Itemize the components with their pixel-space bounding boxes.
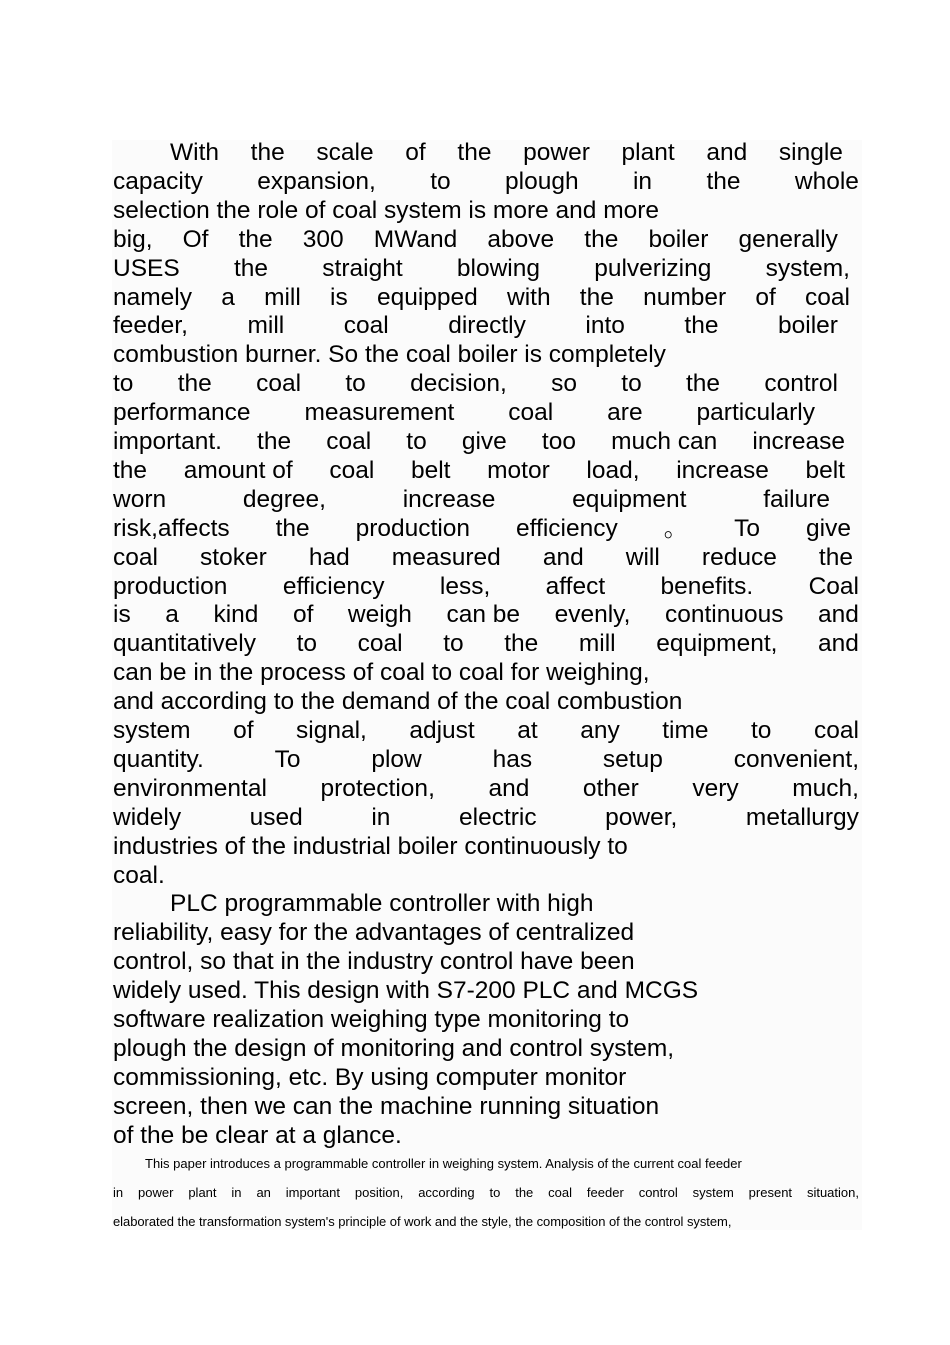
word: stoker xyxy=(200,543,267,571)
word: the xyxy=(233,254,269,282)
abstract-line-1: This paper introduces a programmable controller in weighing system. Analysis of the current coal feeder xyxy=(145,1156,742,1171)
word: straight xyxy=(322,254,403,282)
word: measured xyxy=(391,543,501,571)
word: quantity. xyxy=(113,745,204,773)
word: important xyxy=(285,1185,340,1200)
body-line: commissioning, etc. By using computer monitor xyxy=(113,1063,627,1091)
word: boiler xyxy=(648,225,709,253)
word: in xyxy=(231,1185,242,1200)
word: convenient, xyxy=(733,745,859,773)
body-line: industries of the industrial boiler continuously to xyxy=(113,832,628,860)
word: of xyxy=(233,717,254,744)
word: less, xyxy=(439,572,491,600)
word: control xyxy=(638,1185,678,1200)
word: coal xyxy=(805,283,850,311)
word: coal xyxy=(326,428,372,455)
body-line xyxy=(113,716,859,745)
word: benefits. xyxy=(660,572,754,600)
word: mill xyxy=(578,630,616,658)
body-line xyxy=(113,456,845,485)
word: failure xyxy=(763,485,830,513)
word: and xyxy=(706,139,748,166)
word: pulverizing xyxy=(594,254,712,282)
word: risk,affects xyxy=(113,514,230,542)
word: Coal xyxy=(808,572,859,600)
word: coal xyxy=(113,543,158,571)
body-line xyxy=(113,398,815,427)
word: any xyxy=(580,717,620,744)
body-line: and according to the demand of the coal combustion xyxy=(113,688,683,716)
word: plough xyxy=(505,167,579,195)
word: degree, xyxy=(242,485,326,513)
word: is xyxy=(113,601,131,629)
word: belt xyxy=(410,456,451,484)
word: setup xyxy=(602,745,663,773)
word: is xyxy=(330,283,348,311)
word: to xyxy=(443,630,464,658)
word: belt xyxy=(805,456,845,484)
body-line: selection the role of coal system is more and more xyxy=(113,196,660,224)
word: protection, xyxy=(320,774,435,802)
word: particularly xyxy=(696,399,815,427)
word: control xyxy=(764,370,838,398)
word: directly xyxy=(448,312,526,340)
word: system xyxy=(692,1185,734,1200)
body-line xyxy=(113,369,838,398)
body-line xyxy=(113,572,859,601)
word: and xyxy=(488,774,530,802)
word: and xyxy=(818,630,859,658)
word: of xyxy=(755,283,776,311)
word: time xyxy=(662,717,709,744)
body-line: PLC programmable controller with high xyxy=(170,890,594,918)
word: system, xyxy=(765,254,850,282)
body-line: of the be clear at a glance. xyxy=(113,1121,402,1149)
body-line xyxy=(113,283,850,312)
word: coal xyxy=(329,456,375,484)
word: efficiency xyxy=(516,514,618,542)
body-line xyxy=(113,311,838,340)
word: feeder, xyxy=(113,312,188,340)
word: the xyxy=(177,370,212,398)
abstract-line-2 xyxy=(113,1184,859,1202)
body-line xyxy=(113,167,859,196)
word: to xyxy=(751,717,772,744)
word: will xyxy=(625,543,660,571)
body-line: can be in the process of coal to coal for weighing, xyxy=(113,659,650,687)
word: system xyxy=(113,717,191,744)
word: boiler xyxy=(778,312,838,340)
word: whole xyxy=(794,167,859,195)
body-line xyxy=(113,254,850,283)
word: reduce xyxy=(701,543,777,571)
word: production xyxy=(355,514,471,542)
word: give xyxy=(461,428,507,455)
body-line xyxy=(113,543,853,572)
body-line xyxy=(170,138,843,167)
body-line: combustion burner. So the coal boiler is completely xyxy=(113,341,666,369)
word: an xyxy=(256,1185,271,1200)
word: coal xyxy=(357,630,403,658)
word: the xyxy=(457,139,492,166)
word: efficiency xyxy=(282,572,385,600)
word: plant xyxy=(188,1185,217,1200)
word: the xyxy=(504,630,539,658)
word: coal xyxy=(508,399,554,427)
word: 。 xyxy=(663,514,689,542)
word: the xyxy=(515,1185,534,1200)
word: into xyxy=(585,312,625,340)
body-line xyxy=(113,745,859,774)
word: the xyxy=(818,543,853,571)
word: the xyxy=(584,225,619,253)
word: evenly, xyxy=(554,601,631,629)
word: can be xyxy=(446,601,521,629)
word: position, xyxy=(354,1185,404,1200)
word: coal xyxy=(256,370,302,398)
body-line xyxy=(113,485,830,514)
word: kind xyxy=(213,601,259,629)
word: To xyxy=(274,745,301,773)
word: of xyxy=(405,139,426,166)
word: of xyxy=(292,601,314,629)
word: so xyxy=(551,370,577,398)
word: generally xyxy=(738,225,838,253)
word: continuous xyxy=(664,601,784,629)
word: a xyxy=(165,601,179,629)
word: used xyxy=(249,803,303,831)
word: power xyxy=(138,1185,174,1200)
word: to xyxy=(296,630,318,658)
word: present xyxy=(748,1185,793,1200)
word: single xyxy=(778,139,843,166)
word: weigh xyxy=(347,601,412,629)
word: much, xyxy=(792,774,859,802)
word: in xyxy=(632,167,653,195)
word: coal xyxy=(813,717,859,744)
word: adjust xyxy=(409,717,475,744)
word: With xyxy=(170,139,219,166)
body-line: reliability, easy for the advantages of centralized xyxy=(113,919,635,947)
word: much can xyxy=(611,428,718,455)
word: give xyxy=(806,514,851,542)
word: plant xyxy=(621,139,675,166)
word: above xyxy=(487,225,555,253)
body-line: coal. xyxy=(113,861,165,889)
body-line: control, so that in the industry control have been xyxy=(113,948,635,976)
word: 300 xyxy=(302,225,344,253)
word: increase xyxy=(676,456,769,484)
word: to xyxy=(489,1185,501,1200)
word: the xyxy=(250,139,285,166)
word: performance xyxy=(113,399,251,427)
body-line xyxy=(113,629,859,658)
body-line xyxy=(113,427,845,456)
word: too xyxy=(541,428,576,455)
word: equipment xyxy=(572,485,687,513)
word: namely xyxy=(113,283,192,311)
word: the xyxy=(684,312,719,340)
word: to xyxy=(113,370,134,398)
word: with xyxy=(507,283,551,311)
word: decision, xyxy=(410,370,507,398)
word: to xyxy=(406,428,427,455)
word: electric xyxy=(459,803,537,831)
word: situation, xyxy=(806,1185,859,1200)
word: according xyxy=(418,1185,475,1200)
body-line xyxy=(113,225,838,254)
word: worn xyxy=(113,485,167,513)
word: To xyxy=(734,514,761,542)
word: important. xyxy=(113,428,222,455)
word: measurement xyxy=(304,399,455,427)
word: power xyxy=(523,139,590,166)
word: environmental xyxy=(113,774,267,802)
word: in xyxy=(371,803,391,831)
word: mill xyxy=(264,283,301,311)
body-line xyxy=(113,514,851,543)
word: big, xyxy=(113,225,153,253)
word: mill xyxy=(247,312,285,340)
word: very xyxy=(692,774,739,802)
word: load, xyxy=(586,456,640,484)
word: power, xyxy=(605,803,678,831)
word: to xyxy=(430,167,451,195)
word: expansion, xyxy=(257,167,376,195)
body-line xyxy=(113,803,859,832)
word: the xyxy=(238,225,273,253)
word: plow xyxy=(371,745,422,773)
word: and xyxy=(818,601,859,629)
word: production xyxy=(113,572,228,600)
body-line: plough the design of monitoring and control system, xyxy=(113,1034,675,1062)
word: number xyxy=(643,283,727,311)
word: increase xyxy=(752,428,845,455)
word: widely xyxy=(113,803,182,831)
word: the xyxy=(686,370,721,398)
word: had xyxy=(308,543,350,571)
word: a xyxy=(221,283,235,311)
word: Of xyxy=(182,225,209,253)
word: capacity xyxy=(113,167,203,195)
abstract-line-3: elaborated the transformation system's principle of work and the style, the composition of the control system, xyxy=(113,1214,732,1229)
word: to xyxy=(621,370,642,398)
word: blowing xyxy=(456,254,540,282)
word: to xyxy=(345,370,366,398)
word: the xyxy=(113,456,148,484)
word: are xyxy=(607,399,643,427)
word: and xyxy=(542,543,584,571)
word: the xyxy=(257,428,292,455)
word: has xyxy=(492,745,533,773)
word: coal xyxy=(343,312,389,340)
word: quantitatively xyxy=(113,630,257,658)
body-line xyxy=(113,774,859,803)
word: in xyxy=(113,1185,124,1200)
word: the xyxy=(579,283,614,311)
word: motor xyxy=(487,456,550,484)
word: MWand xyxy=(373,225,458,253)
word: the xyxy=(706,167,741,195)
word: amount of xyxy=(183,456,293,484)
word: affect xyxy=(545,572,606,600)
body-line: screen, then we can the machine running situation xyxy=(113,1092,660,1120)
word: at xyxy=(517,717,538,744)
word: metallurgy xyxy=(745,803,859,831)
body-line xyxy=(113,600,859,629)
word: equipment, xyxy=(656,630,778,658)
word: other xyxy=(582,774,639,802)
word: coal xyxy=(548,1185,573,1200)
body-line: widely used. This design with S7-200 PLC and MCGS xyxy=(113,977,699,1005)
word: scale xyxy=(316,139,374,166)
body-line: software realization weighing type monitoring to xyxy=(113,1006,630,1033)
word: USES xyxy=(113,254,180,282)
word: signal, xyxy=(296,717,367,744)
word: feeder xyxy=(586,1185,624,1200)
word: increase xyxy=(402,485,496,513)
word: equipped xyxy=(376,283,478,311)
word: the xyxy=(275,514,310,542)
